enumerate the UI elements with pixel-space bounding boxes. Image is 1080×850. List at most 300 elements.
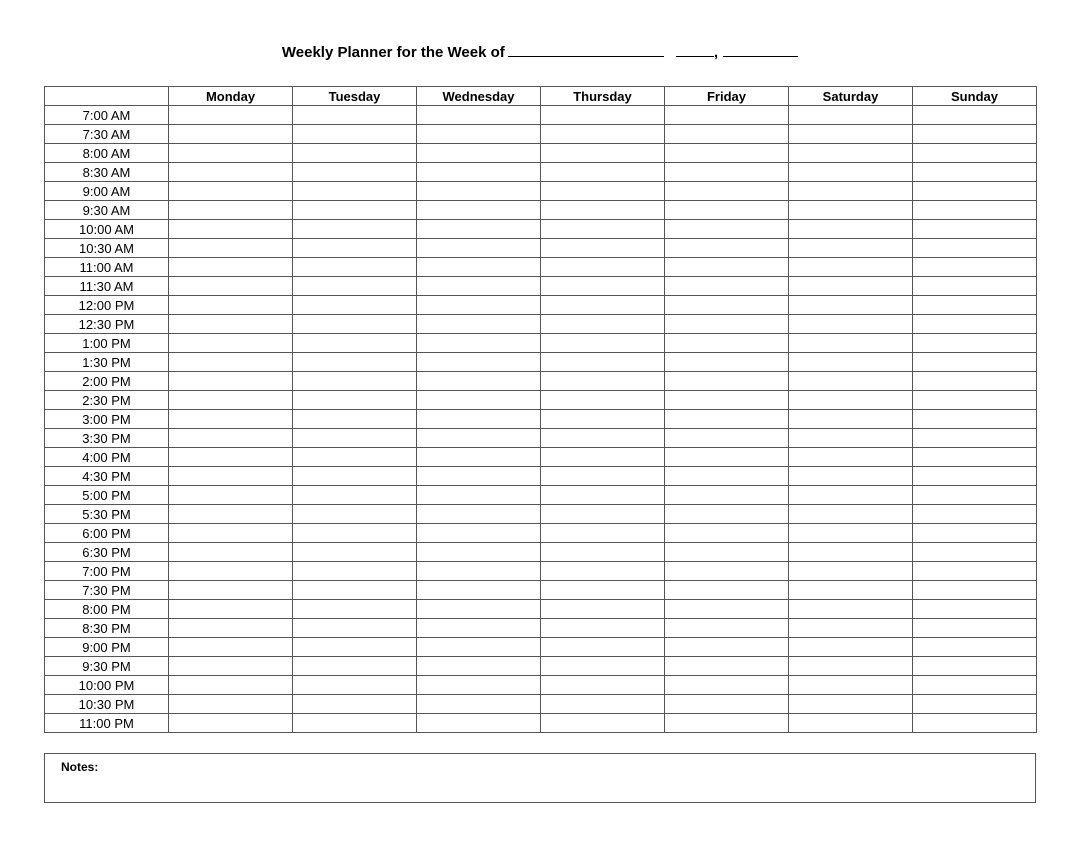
slot-tuesday[interactable] [293, 182, 417, 201]
table-row [45, 182, 1037, 201]
slot-wednesday[interactable] [417, 315, 541, 334]
time-label: 9:30 AM [45, 201, 169, 220]
notes-box[interactable] [44, 753, 1036, 803]
slot-saturday[interactable] [789, 144, 913, 163]
slot-tuesday[interactable] [293, 714, 417, 733]
slot-wednesday[interactable] [417, 296, 541, 315]
slot-tuesday[interactable] [293, 524, 417, 543]
slot-thursday[interactable] [541, 714, 665, 733]
slot-saturday[interactable] [789, 714, 913, 733]
slot-monday[interactable] [169, 144, 293, 163]
slot-sunday[interactable] [913, 391, 1037, 410]
slot-tuesday[interactable] [293, 334, 417, 353]
slot-friday[interactable] [665, 619, 789, 638]
slot-monday[interactable] [169, 600, 293, 619]
table-row [45, 391, 1037, 410]
slot-monday[interactable] [169, 562, 293, 581]
slot-thursday[interactable] [541, 391, 665, 410]
slot-thursday[interactable] [541, 505, 665, 524]
slot-wednesday[interactable] [417, 258, 541, 277]
slot-friday[interactable] [665, 581, 789, 600]
slot-tuesday[interactable] [293, 220, 417, 239]
slot-monday[interactable] [169, 106, 293, 125]
day-header-saturday: Saturday [789, 87, 913, 106]
slot-sunday[interactable] [913, 562, 1037, 581]
time-label: 11:00 PM [45, 714, 169, 733]
slot-saturday[interactable] [789, 315, 913, 334]
slot-monday[interactable] [169, 467, 293, 486]
day-header-thursday: Thursday [541, 87, 665, 106]
table-row [45, 638, 1037, 657]
slot-thursday[interactable] [541, 220, 665, 239]
slot-friday[interactable] [665, 258, 789, 277]
slot-monday[interactable] [169, 277, 293, 296]
slot-sunday[interactable] [913, 296, 1037, 315]
slot-thursday[interactable] [541, 467, 665, 486]
slot-friday[interactable] [665, 695, 789, 714]
time-label: 8:30 PM [45, 619, 169, 638]
day-header-friday: Friday [665, 87, 789, 106]
slot-wednesday[interactable] [417, 144, 541, 163]
slot-friday[interactable] [665, 144, 789, 163]
slot-friday[interactable] [665, 543, 789, 562]
table-row [45, 543, 1037, 562]
table-row [45, 600, 1037, 619]
slot-thursday[interactable] [541, 619, 665, 638]
slot-sunday[interactable] [913, 657, 1037, 676]
slot-wednesday[interactable] [417, 543, 541, 562]
slot-friday[interactable] [665, 467, 789, 486]
table-row [45, 619, 1037, 638]
slot-tuesday[interactable] [293, 391, 417, 410]
slot-monday[interactable] [169, 239, 293, 258]
slot-monday[interactable] [169, 201, 293, 220]
slot-monday[interactable] [169, 372, 293, 391]
slot-thursday[interactable] [541, 372, 665, 391]
time-label: 4:30 PM [45, 467, 169, 486]
slot-saturday[interactable] [789, 220, 913, 239]
slot-wednesday[interactable] [417, 486, 541, 505]
slot-monday[interactable] [169, 448, 293, 467]
time-label: 11:30 AM [45, 277, 169, 296]
slot-wednesday[interactable] [417, 201, 541, 220]
table-row [45, 410, 1037, 429]
slot-wednesday[interactable] [417, 524, 541, 543]
slot-sunday[interactable] [913, 524, 1037, 543]
slot-sunday[interactable] [913, 125, 1037, 144]
slot-monday[interactable] [169, 391, 293, 410]
slot-wednesday[interactable] [417, 277, 541, 296]
slot-tuesday[interactable] [293, 581, 417, 600]
slot-tuesday[interactable] [293, 144, 417, 163]
time-label: 5:00 PM [45, 486, 169, 505]
slot-wednesday[interactable] [417, 714, 541, 733]
time-label: 10:00 AM [45, 220, 169, 239]
slot-friday[interactable] [665, 125, 789, 144]
slot-thursday[interactable] [541, 106, 665, 125]
time-label: 7:00 PM [45, 562, 169, 581]
time-label: 3:30 PM [45, 429, 169, 448]
slot-saturday[interactable] [789, 600, 913, 619]
slot-thursday[interactable] [541, 562, 665, 581]
notes-label: Notes: [61, 760, 99, 774]
slot-monday[interactable] [169, 334, 293, 353]
time-label: 2:30 PM [45, 391, 169, 410]
slot-friday[interactable] [665, 372, 789, 391]
table-row [45, 562, 1037, 581]
slot-sunday[interactable] [913, 600, 1037, 619]
slot-friday[interactable] [665, 600, 789, 619]
week-blank-field[interactable] [508, 44, 664, 57]
slot-thursday[interactable] [541, 296, 665, 315]
slot-sunday[interactable] [913, 676, 1037, 695]
table-row [45, 486, 1037, 505]
slot-saturday[interactable] [789, 429, 913, 448]
table-row [45, 144, 1037, 163]
table-row [45, 277, 1037, 296]
slot-wednesday[interactable] [417, 163, 541, 182]
slot-saturday[interactable] [789, 581, 913, 600]
slot-saturday[interactable] [789, 505, 913, 524]
slot-friday[interactable] [665, 277, 789, 296]
slot-friday[interactable] [665, 676, 789, 695]
slot-saturday[interactable] [789, 258, 913, 277]
slot-sunday[interactable] [913, 163, 1037, 182]
slot-thursday[interactable] [541, 258, 665, 277]
slot-thursday[interactable] [541, 201, 665, 220]
slot-tuesday[interactable] [293, 486, 417, 505]
slot-thursday[interactable] [541, 182, 665, 201]
slot-thursday[interactable] [541, 600, 665, 619]
slot-tuesday[interactable] [293, 353, 417, 372]
slot-monday[interactable] [169, 429, 293, 448]
slot-friday[interactable] [665, 486, 789, 505]
table-row [45, 467, 1037, 486]
slot-sunday[interactable] [913, 467, 1037, 486]
slot-wednesday[interactable] [417, 619, 541, 638]
slot-wednesday[interactable] [417, 106, 541, 125]
table-row [45, 524, 1037, 543]
table-row [45, 163, 1037, 182]
slot-sunday[interactable] [913, 695, 1037, 714]
planner-body [45, 106, 1037, 733]
slot-thursday[interactable] [541, 144, 665, 163]
slot-thursday[interactable] [541, 429, 665, 448]
day-blank-field[interactable] [676, 44, 714, 57]
slot-wednesday[interactable] [417, 410, 541, 429]
slot-friday[interactable] [665, 505, 789, 524]
slot-sunday[interactable] [913, 714, 1037, 733]
slot-saturday[interactable] [789, 296, 913, 315]
slot-wednesday[interactable] [417, 695, 541, 714]
slot-friday[interactable] [665, 524, 789, 543]
slot-thursday[interactable] [541, 315, 665, 334]
table-row [45, 448, 1037, 467]
slot-saturday[interactable] [789, 391, 913, 410]
slot-saturday[interactable] [789, 486, 913, 505]
time-label: 4:00 PM [45, 448, 169, 467]
slot-friday[interactable] [665, 562, 789, 581]
time-label: 9:00 PM [45, 638, 169, 657]
table-row [45, 106, 1037, 125]
slot-monday[interactable] [169, 296, 293, 315]
slot-saturday[interactable] [789, 334, 913, 353]
slot-sunday[interactable] [913, 201, 1037, 220]
slot-saturday[interactable] [789, 353, 913, 372]
slot-tuesday[interactable] [293, 296, 417, 315]
slot-sunday[interactable] [913, 486, 1037, 505]
slot-friday[interactable] [665, 391, 789, 410]
table-row [45, 220, 1037, 239]
slot-wednesday[interactable] [417, 391, 541, 410]
slot-tuesday[interactable] [293, 657, 417, 676]
slot-tuesday[interactable] [293, 600, 417, 619]
slot-saturday[interactable] [789, 676, 913, 695]
slot-saturday[interactable] [789, 163, 913, 182]
table-row [45, 315, 1037, 334]
slot-sunday[interactable] [913, 448, 1037, 467]
day-header-sunday: Sunday [913, 87, 1037, 106]
slot-tuesday[interactable] [293, 163, 417, 182]
day-header-tuesday: Tuesday [293, 87, 417, 106]
slot-wednesday[interactable] [417, 638, 541, 657]
slot-sunday[interactable] [913, 106, 1037, 125]
slot-saturday[interactable] [789, 562, 913, 581]
time-label: 8:00 PM [45, 600, 169, 619]
slot-friday[interactable] [665, 201, 789, 220]
slot-monday[interactable] [169, 543, 293, 562]
slot-monday[interactable] [169, 524, 293, 543]
slot-saturday[interactable] [789, 524, 913, 543]
slot-sunday[interactable] [913, 372, 1037, 391]
slot-friday[interactable] [665, 239, 789, 258]
slot-thursday[interactable] [541, 448, 665, 467]
slot-monday[interactable] [169, 486, 293, 505]
slot-wednesday[interactable] [417, 220, 541, 239]
slot-saturday[interactable] [789, 657, 913, 676]
table-row [45, 657, 1037, 676]
table-row [45, 258, 1037, 277]
slot-monday[interactable] [169, 676, 293, 695]
slot-wednesday[interactable] [417, 562, 541, 581]
slot-monday[interactable] [169, 353, 293, 372]
slot-saturday[interactable] [789, 372, 913, 391]
time-label: 1:30 PM [45, 353, 169, 372]
slot-thursday[interactable] [541, 524, 665, 543]
slot-friday[interactable] [665, 182, 789, 201]
slot-wednesday[interactable] [417, 505, 541, 524]
slot-friday[interactable] [665, 429, 789, 448]
slot-friday[interactable] [665, 448, 789, 467]
table-row [45, 296, 1037, 315]
slot-tuesday[interactable] [293, 695, 417, 714]
table-row [45, 372, 1037, 391]
slot-thursday[interactable] [541, 239, 665, 258]
corner-cell [45, 87, 169, 106]
slot-wednesday[interactable] [417, 125, 541, 144]
slot-tuesday[interactable] [293, 201, 417, 220]
slot-sunday[interactable] [913, 277, 1037, 296]
slot-friday[interactable] [665, 220, 789, 239]
slot-wednesday[interactable] [417, 448, 541, 467]
slot-monday[interactable] [169, 163, 293, 182]
slot-friday[interactable] [665, 657, 789, 676]
slot-wednesday[interactable] [417, 429, 541, 448]
slot-thursday[interactable] [541, 486, 665, 505]
slot-saturday[interactable] [789, 277, 913, 296]
slot-tuesday[interactable] [293, 125, 417, 144]
slot-saturday[interactable] [789, 619, 913, 638]
slot-sunday[interactable] [913, 239, 1037, 258]
time-label: 6:30 PM [45, 543, 169, 562]
slot-wednesday[interactable] [417, 334, 541, 353]
slot-sunday[interactable] [913, 429, 1037, 448]
slot-sunday[interactable] [913, 258, 1037, 277]
slot-sunday[interactable] [913, 334, 1037, 353]
slot-monday[interactable] [169, 258, 293, 277]
slot-tuesday[interactable] [293, 277, 417, 296]
slot-wednesday[interactable] [417, 239, 541, 258]
slot-friday[interactable] [665, 334, 789, 353]
title-separator: , [713, 44, 719, 61]
table-row [45, 125, 1037, 144]
slot-wednesday[interactable] [417, 372, 541, 391]
slot-tuesday[interactable] [293, 258, 417, 277]
slot-tuesday[interactable] [293, 429, 417, 448]
slot-wednesday[interactable] [417, 581, 541, 600]
slot-monday[interactable] [169, 638, 293, 657]
slot-monday[interactable] [169, 581, 293, 600]
slot-saturday[interactable] [789, 106, 913, 125]
slot-wednesday[interactable] [417, 676, 541, 695]
table-row [45, 676, 1037, 695]
slot-wednesday[interactable] [417, 182, 541, 201]
slot-sunday[interactable] [913, 220, 1037, 239]
slot-wednesday[interactable] [417, 353, 541, 372]
time-label: 10:30 AM [45, 239, 169, 258]
slot-tuesday[interactable] [293, 619, 417, 638]
slot-thursday[interactable] [541, 125, 665, 144]
slot-sunday[interactable] [913, 410, 1037, 429]
time-label: 10:00 PM [45, 676, 169, 695]
time-label: 8:00 AM [45, 144, 169, 163]
slot-saturday[interactable] [789, 182, 913, 201]
slot-monday[interactable] [169, 714, 293, 733]
slot-saturday[interactable] [789, 448, 913, 467]
slot-tuesday[interactable] [293, 448, 417, 467]
slot-saturday[interactable] [789, 638, 913, 657]
slot-saturday[interactable] [789, 543, 913, 562]
slot-saturday[interactable] [789, 695, 913, 714]
slot-saturday[interactable] [789, 410, 913, 429]
slot-thursday[interactable] [541, 695, 665, 714]
slot-friday[interactable] [665, 296, 789, 315]
slot-thursday[interactable] [541, 657, 665, 676]
table-row [45, 714, 1037, 733]
time-label: 11:00 AM [45, 258, 169, 277]
slot-monday[interactable] [169, 125, 293, 144]
table-row [45, 334, 1037, 353]
slot-wednesday[interactable] [417, 600, 541, 619]
slot-tuesday[interactable] [293, 562, 417, 581]
slot-tuesday[interactable] [293, 239, 417, 258]
slot-monday[interactable] [169, 619, 293, 638]
time-label: 12:00 PM [45, 296, 169, 315]
time-label: 8:30 AM [45, 163, 169, 182]
slot-tuesday[interactable] [293, 410, 417, 429]
time-label: 12:30 PM [45, 315, 169, 334]
slot-saturday[interactable] [789, 467, 913, 486]
slot-saturday[interactable] [789, 125, 913, 144]
year-blank-field[interactable] [723, 44, 798, 57]
slot-sunday[interactable] [913, 638, 1037, 657]
slot-sunday[interactable] [913, 144, 1037, 163]
table-row [45, 429, 1037, 448]
slot-thursday[interactable] [541, 676, 665, 695]
slot-tuesday[interactable] [293, 676, 417, 695]
slot-saturday[interactable] [789, 201, 913, 220]
slot-tuesday[interactable] [293, 543, 417, 562]
slot-friday[interactable] [665, 315, 789, 334]
slot-sunday[interactable] [913, 619, 1037, 638]
slot-wednesday[interactable] [417, 657, 541, 676]
slot-thursday[interactable] [541, 353, 665, 372]
time-label: 9:00 AM [45, 182, 169, 201]
slot-sunday[interactable] [913, 315, 1037, 334]
slot-thursday[interactable] [541, 334, 665, 353]
slot-monday[interactable] [169, 220, 293, 239]
slot-friday[interactable] [665, 353, 789, 372]
slot-saturday[interactable] [789, 239, 913, 258]
slot-friday[interactable] [665, 714, 789, 733]
time-label: 1:00 PM [45, 334, 169, 353]
slot-tuesday[interactable] [293, 372, 417, 391]
slot-thursday[interactable] [541, 277, 665, 296]
slot-tuesday[interactable] [293, 638, 417, 657]
page-title [0, 44, 1080, 61]
slot-monday[interactable] [169, 315, 293, 334]
slot-friday[interactable] [665, 410, 789, 429]
slot-sunday[interactable] [913, 581, 1037, 600]
slot-monday[interactable] [169, 657, 293, 676]
slot-friday[interactable] [665, 163, 789, 182]
slot-wednesday[interactable] [417, 467, 541, 486]
slot-tuesday[interactable] [293, 467, 417, 486]
slot-monday[interactable] [169, 695, 293, 714]
table-row [45, 505, 1037, 524]
slot-friday[interactable] [665, 638, 789, 657]
header-row [45, 87, 1037, 106]
slot-monday[interactable] [169, 410, 293, 429]
slot-thursday[interactable] [541, 410, 665, 429]
slot-sunday[interactable] [913, 543, 1037, 562]
slot-thursday[interactable] [541, 638, 665, 657]
time-label: 6:00 PM [45, 524, 169, 543]
slot-monday[interactable] [169, 182, 293, 201]
slot-monday[interactable] [169, 505, 293, 524]
slot-tuesday[interactable] [293, 315, 417, 334]
slot-thursday[interactable] [541, 581, 665, 600]
slot-tuesday[interactable] [293, 505, 417, 524]
time-label: 2:00 PM [45, 372, 169, 391]
slot-tuesday[interactable] [293, 106, 417, 125]
slot-sunday[interactable] [913, 182, 1037, 201]
slot-friday[interactable] [665, 106, 789, 125]
slot-sunday[interactable] [913, 505, 1037, 524]
slot-sunday[interactable] [913, 353, 1037, 372]
slot-thursday[interactable] [541, 543, 665, 562]
slot-thursday[interactable] [541, 163, 665, 182]
